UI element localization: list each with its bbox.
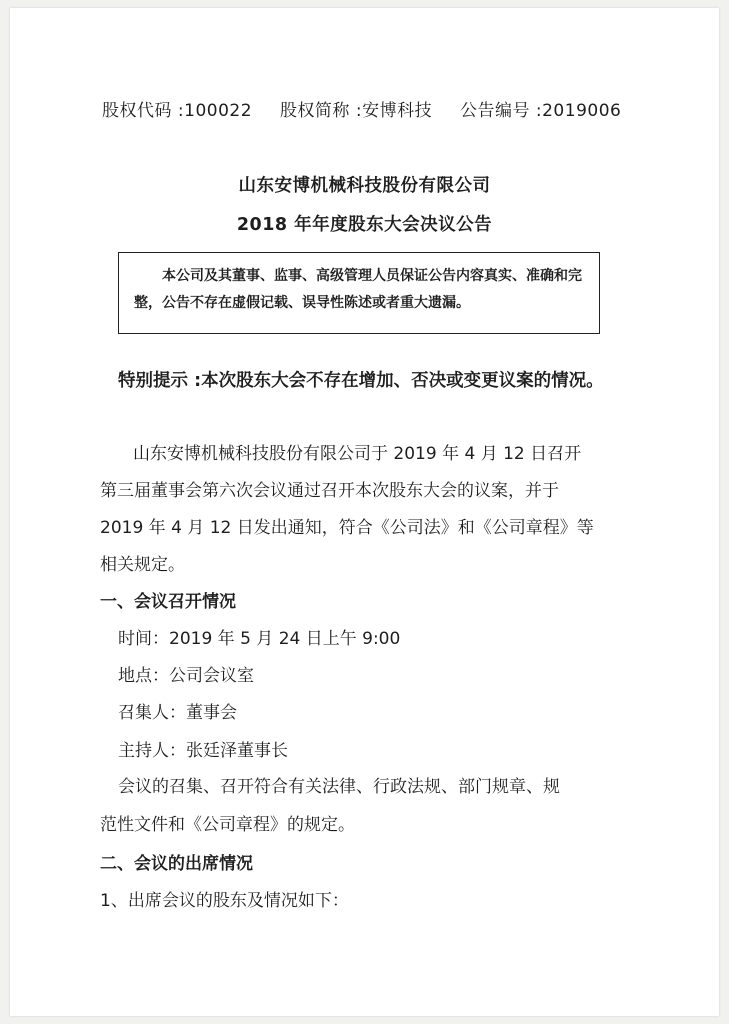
compliance-line-2: 范性文件和《公司章程》的规定。	[100, 815, 355, 835]
section-heading-meeting: 一、会议召开情况	[100, 592, 236, 612]
notice-number: 公告编号 :2019006	[459, 101, 622, 121]
intro-line-2: 第三届董事会第六次会议通过召开本次股东大会的议案，并于	[100, 481, 559, 501]
intro-line-4: 相关规定。	[100, 555, 185, 575]
special-tip: 特别提示 :本次股东大会不存在增加、否决或变更议案的情况。	[118, 371, 604, 391]
attendance-item-1: 1、出席会议的股东及情况如下：	[100, 891, 349, 911]
meeting-host: 主持人：张廷泽董事长	[118, 741, 288, 761]
equity-short-name: 股权简称 :安博科技	[279, 101, 433, 121]
intro-line-1: 山东安博机械科技股份有限公司于 2019 年 4 月 12 日召开	[133, 444, 582, 464]
equity-code: 股权代码 :100022	[102, 101, 253, 121]
disclaimer-box	[118, 252, 600, 334]
disclaimer-text: 本公司及其董事、监事、高级管理人员保证公告内容真实、准确和完整，公告不存在虚假记载、误导性陈述或者重大遗漏。	[134, 268, 582, 311]
intro-line-3: 2019 年 4 月 12 日发出通知，符合《公司法》和《公司章程》等	[100, 518, 594, 538]
header-info	[102, 96, 643, 121]
document-title: 2018 年年度股东大会决议公告	[236, 215, 493, 235]
meeting-convener: 召集人：董事会	[118, 703, 237, 723]
meeting-place: 地点：公司会议室	[118, 666, 254, 686]
meeting-time: 时间：2019 年 5 月 24 日上午 9:00	[118, 629, 401, 649]
section-heading-attendance: 二、会议的出席情况	[100, 854, 253, 874]
company-title: 山东安博机械科技股份有限公司	[238, 176, 491, 196]
compliance-line-1: 会议的召集、召开符合有关法律、行政法规、部门规章、规	[118, 777, 560, 797]
